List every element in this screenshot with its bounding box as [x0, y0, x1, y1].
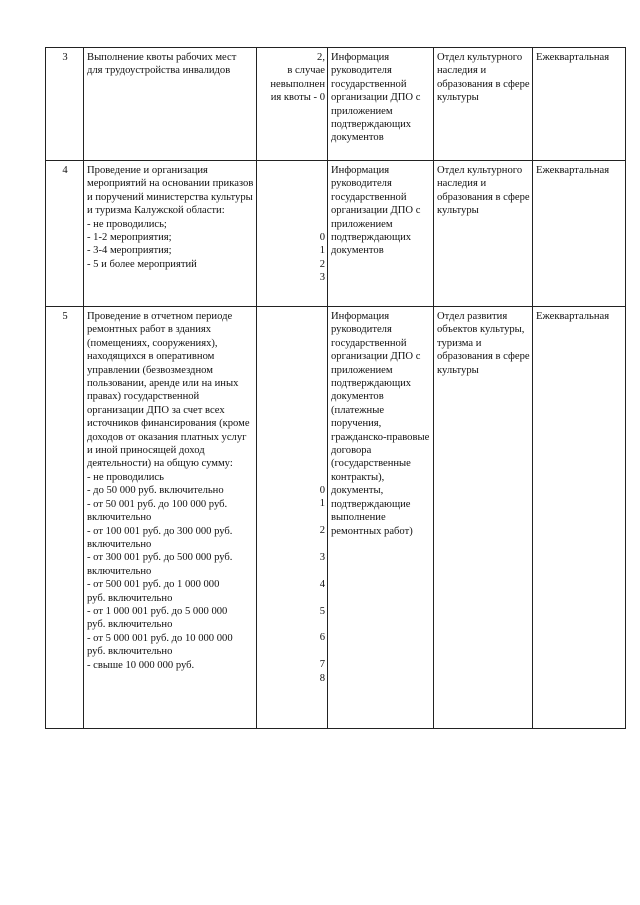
- responsible-department: Отдел развития объектов культуры, туризма и образования в сфере культуры: [434, 307, 533, 729]
- criterion-title: [84, 307, 257, 729]
- option-score: 2: [319, 525, 325, 537]
- option-score: 2: [319, 258, 325, 270]
- option-text: - от 100 001 руб. до 300 000 руб.: [87, 525, 233, 537]
- option-text: руб. включительно: [87, 646, 173, 658]
- option-score: 3: [319, 552, 325, 563]
- option-score: 6: [319, 632, 325, 644]
- info-source: Информация руководителя государственной организации ДПО с приложением подтверждающих документов: [328, 48, 434, 161]
- score-cell: [257, 307, 328, 729]
- criterion-title-text: Проведение и организация мероприятий на основании приказов и поручений министерства культуры и туризма Калужской области:: [87, 165, 254, 217]
- option-score: 4: [319, 578, 325, 590]
- option-score: 5: [319, 605, 325, 617]
- option-text: - 5 и более мероприятий: [87, 258, 197, 270]
- option-text: - до 50 000 руб. включительно: [87, 485, 224, 497]
- row-number: 3: [46, 48, 84, 161]
- table-row: [46, 48, 626, 161]
- score-line: 2,: [317, 52, 325, 63]
- option-text: - не проводились: [87, 471, 164, 483]
- option-text: - от 5 000 001 руб. до 10 000 000: [87, 632, 233, 644]
- info-source: Информация руководителя государственной организации ДПО с приложением подтверждающих документов: [328, 161, 434, 307]
- option-text: - 3-4 мероприятия;: [87, 245, 172, 257]
- reporting-period: Ежеквартальная: [533, 161, 626, 307]
- responsible-department: Отдел культурного наследия и образования в сфере культуры: [434, 161, 533, 307]
- option-text: - от 300 001 руб. до 500 000 руб.: [87, 552, 233, 564]
- option-score: 1: [319, 245, 325, 257]
- option-text: - не проводились;: [87, 218, 167, 230]
- option-text: - 1-2 мероприятия;: [87, 232, 172, 244]
- score-line: ия квоты - 0: [270, 92, 325, 104]
- score-cell: [257, 48, 328, 161]
- table-row: [46, 307, 626, 729]
- option-text: включительно: [87, 512, 152, 524]
- criterion-title: [84, 161, 257, 307]
- option-text: - от 50 001 руб. до 100 000 руб.: [87, 498, 228, 510]
- option-score: 7: [319, 659, 325, 671]
- row-number: 4: [46, 161, 84, 307]
- option-text: - от 500 001 руб. до 1 000 000: [87, 579, 220, 591]
- criterion-title-text: Проведение в отчетном периоде ремонтных работ в зданиях (помещениях, сооружениях), находящихся в оперативном управлении (безвозмездном пользовании, аренде или на иных правах) государственной организации ДПО за счет всех источников финансирования (кроме доходов от оказания платных услуг и иной приносящей доход деятельности) на общую сумму:: [87, 311, 250, 470]
- option-score: 8: [319, 672, 325, 684]
- option-score: 1: [319, 498, 325, 510]
- reporting-period: Ежеквартальная: [533, 307, 626, 729]
- option-score: 0: [319, 231, 325, 243]
- criterion-title-text: Выполнение квоты рабочих мест для трудоустройства инвалидов: [87, 52, 237, 77]
- option-text: включительно: [87, 538, 152, 550]
- option-score: 0: [319, 485, 325, 496]
- table-row: [46, 161, 626, 307]
- option-text: - свыше 10 000 000 руб.: [87, 659, 195, 671]
- info-source: Информация руководителя государственной организации ДПО с приложением подтверждающих документов (платежные поручения, гражданско-правовые договора (государственные контракты), документы, подтверждающие выполнение ремонтных работ): [328, 307, 434, 729]
- option-text: руб. включительно: [87, 592, 173, 604]
- option-text: руб. включительно: [87, 619, 173, 631]
- score-cell: [257, 161, 328, 307]
- option-text: включительно: [87, 565, 152, 577]
- score-line: невыполнен: [270, 78, 325, 90]
- option-score: 3: [319, 272, 325, 284]
- score-line: в случае: [287, 65, 325, 77]
- criteria-table: [45, 47, 626, 729]
- criterion-title: [84, 48, 257, 161]
- reporting-period: Ежеквартальная: [533, 48, 626, 161]
- row-number: 5: [46, 307, 84, 729]
- responsible-department: Отдел культурного наследия и образования в сфере культуры: [434, 48, 533, 161]
- option-text: - от 1 000 001 руб. до 5 000 000: [87, 605, 228, 617]
